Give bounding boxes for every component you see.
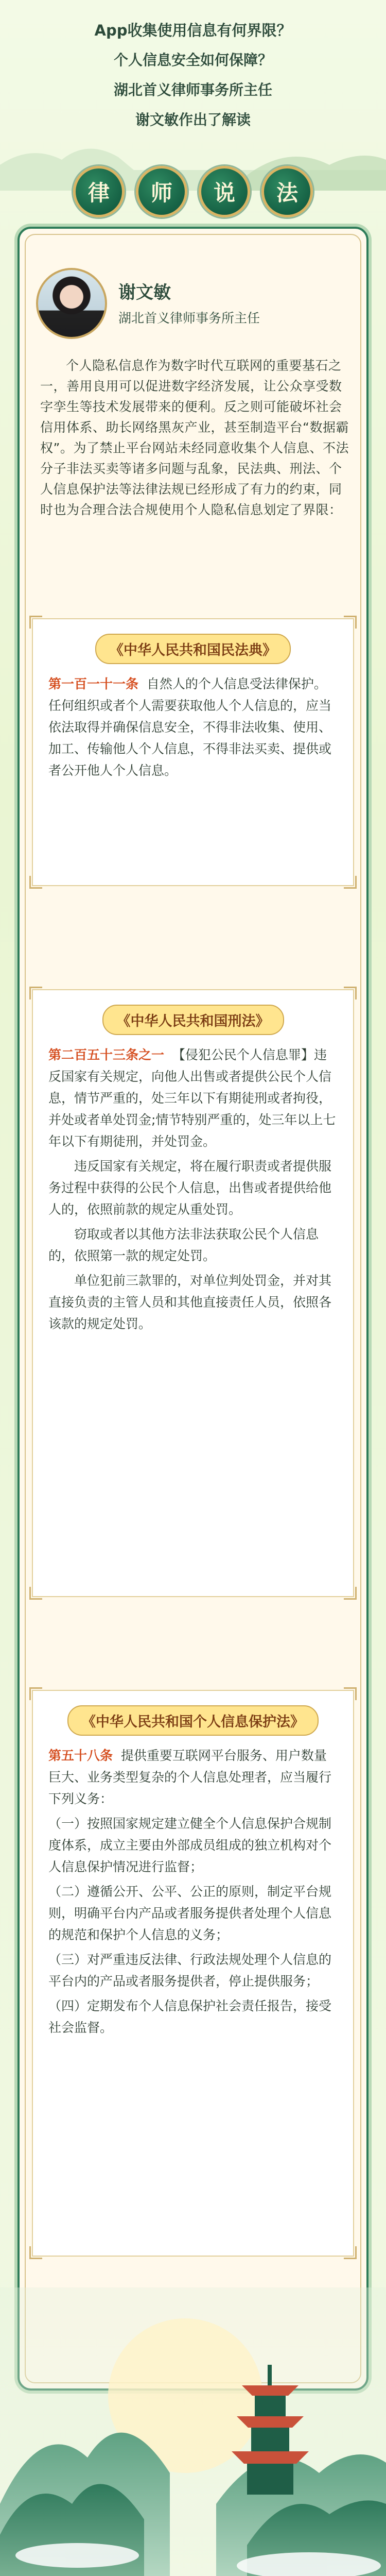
- law-body-civil-code: [33, 673, 353, 800]
- bottom-scenery-illustration: [0, 2287, 386, 2576]
- article-paragraph-1: 提供重要互联网平台服务、用户数量巨大、业务类型复杂的个人信息处理者，应当履行下列义务：: [48, 1748, 332, 1806]
- header-line-1: App收集使用信息有何界限？: [94, 22, 292, 39]
- article-item-1: （一）按照国家规定建立健全个人信息保护合规制度体系，成立主要由外部成员组成的独立机构对个人信息保护情况进行监督；: [48, 1816, 332, 1874]
- author-avatar: [36, 268, 107, 339]
- law-title-criminal-law: 《中华人民共和国刑法》: [102, 1005, 284, 1035]
- law-body-criminal-law: [33, 1044, 353, 1353]
- badge-fa: 法: [261, 166, 313, 217]
- law-title-civil-code: 《中华人民共和国民法典》: [95, 634, 291, 664]
- header-line-3: 湖北首义律师事务所主任: [113, 81, 272, 98]
- article-number: 第一百一十一条: [48, 676, 139, 691]
- law-body-pipl: [33, 1745, 353, 2057]
- article-item-3: （三）对严重违反法律、行政法规处理个人信息的平台内的产品或者服务提供者，停止提供服务；: [48, 1952, 332, 1989]
- law-title-pipl: 《中华人民共和国个人信息保护法》: [67, 1705, 319, 1736]
- article-paragraph-4: 单位犯前三款罪的，对单位判处罚金，并对其直接负责的主管人员和其他直接责任人员，依照各该款的规定处罚。: [48, 1273, 332, 1331]
- article-paragraph-3: 窃取或者以其他方法非法获取公民个人信息的，依照第一款的规定处罚。: [48, 1227, 319, 1263]
- article-number: 第二百五十三条之一: [48, 1047, 165, 1062]
- author-title: 湖北首义律师事务所主任: [118, 311, 260, 326]
- article-item-2: （二）遵循公开、公平、公正的原则，制定平台规则，明确平台内产品或者服务提供者处理个人信息的规范和保护个人信息的义务；: [48, 1884, 332, 1942]
- crime-name: 【侵犯公民个人信息罪】: [172, 1047, 314, 1062]
- header-line-2: 个人信息安全如何保障？: [113, 52, 272, 69]
- law-box-criminal-law: [32, 989, 354, 1597]
- law-box-pipl: [32, 1690, 354, 2257]
- badge-lv: 律: [73, 166, 125, 217]
- article-number: 第五十八条: [48, 1748, 113, 1763]
- article-paragraph-2: 违反国家有关规定，将在履行职责或者提供服务过程中获得的公民个人信息，出售或者提供给他人的，依照前款的规定从重处罚。: [48, 1159, 332, 1217]
- law-box-civil-code: [32, 618, 354, 886]
- badge-shi: 师: [136, 166, 187, 217]
- header-line-4: 谢文敏作出了解读: [135, 111, 251, 128]
- article-text: 自然人的个人信息受法律保护。任何组织或者个人需要获取他人个人信息的，应当依法取得并确保信息安全，不得非法收集、使用、加工、传输他人个人信息，不得非法买卖、提供或者公开他人个人信息。: [48, 676, 332, 778]
- author-name: 谢文敏: [118, 282, 171, 303]
- title-badges: [0, 166, 386, 217]
- author-block: [36, 268, 355, 340]
- intro-paragraph: 个人隐私信息作为数字时代互联网的重要基石之一，善用良用可以促进数字经济发展，让公众享受数字孪生等技术发展带来的便利。反之则可能破坏社会信用体系、助长网络黑灰产业，甚至制造平台“数据霸权”。为了禁止平台网站未经同意收集个人信息、不法分子非法买卖等诸多问题与乱象，民法典、刑法、个人信息保护法等法律法规已经形成了有力的约束，同时也为合理合法合规使用个人隐私信息划定了界限：: [40, 358, 349, 517]
- badge-shuo: 说: [199, 166, 250, 217]
- article-item-4: （四）定期发布个人信息保护社会责任报告，接受社会监督。: [48, 1998, 332, 2035]
- article-paragraph-1: 违反国家有关规定，向他人出售或者提供公民个人信息，情节严重的，处三年以下有期徒刑或者拘役，并处或者单处罚金;情节特别严重的，处三年以上七年以下有期徒刑，并处罚金。: [48, 1047, 336, 1149]
